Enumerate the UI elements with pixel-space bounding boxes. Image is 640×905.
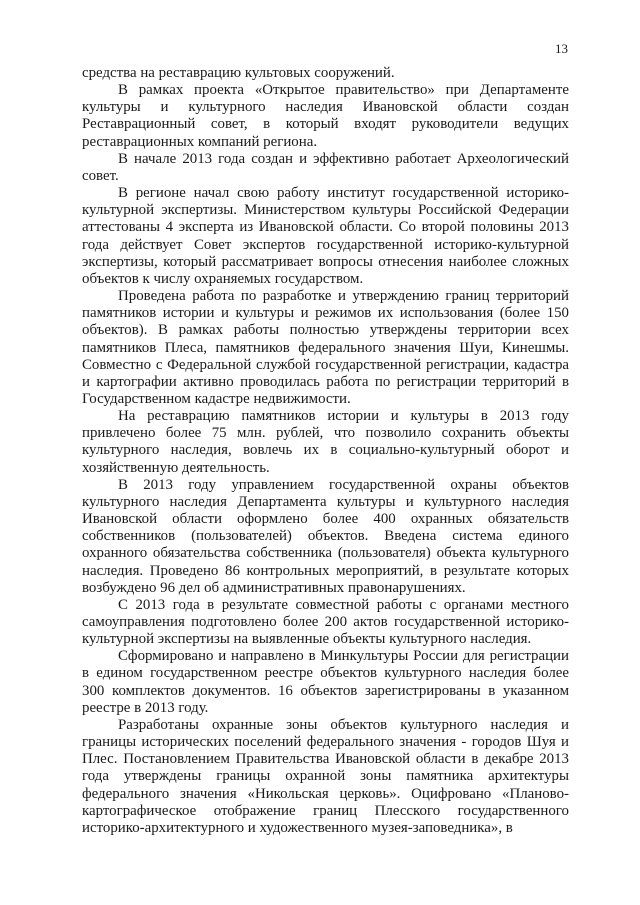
paragraph-6: На реставрацию памятников истории и культуры в 2013 году привлечено более 75 млн. рублей, что позволило сохранить объекты культурного наследия, вовлечь их в социально-культурный оборот и хозяйственную деятельность. — [82, 408, 569, 476]
paragraph-9: Сформировано и направлено в Минкультуры России для регистрации в едином государственном реестре объектов культурного наследия более 300 комплектов документов. 16 объектов зарегистрированы в указанном реестре в 2013 году. — [82, 648, 569, 716]
paragraph-8: С 2013 года в результате совместной работы с органами местного самоуправления подготовлено более 200 актов государственной историко-культурной экспертизы на выявленные объекты культурного наследия. — [82, 596, 569, 648]
paragraph-10: Разработаны охранные зоны объектов культурного наследия и границы исторических поселений федерального значения - городов Шуя и Плес. Постановлением Правительства Ивановской области в декабре 2013 года утверждены границы охранной зоны памятника архитектуры федерального значения «Никольская церковь». Оцифровано «Планово-картографическое отображение границ Плесского государственного историко-архитектурного и художественного музея-заповедника», в — [82, 716, 569, 836]
paragraph-5: Проведена работа по разработке и утверждению границ территорий памятников истории и культуры и режимов их использования (более 150 объектов). В рамках работы полностью утверждены территории всех памятников Плеса, памятников федерального значения Шуи, Кинешмы. Совместно с Федеральной службой государственной регистрации, кадастра и картографии активно проводилась работа по регистрации территорий в Государственном кадастре недвижимости. — [82, 288, 569, 407]
paragraph-2: В рамках проекта «Открытое правительство» при Департаменте культуры и культурного наследия Ивановской области создан Реставрационный совет, в который входят руководители ведущих реставрационных компаний региона. — [82, 82, 569, 150]
page-number: 13 — [555, 41, 568, 56]
paragraph-7: В 2013 году управлением государственной охраны объектов культурного наследия Департамента культуры и культурного наследия Ивановской области оформлено более 400 охранных обязательств собственников (пользователей) объектов. Введена система единого охранного обязательства собственника (пользователя) объекта культурного наследия. Проведено 86 контрольных мероприятий, в результате которых возбуждено 96 дел об административных правонарушениях. — [82, 476, 569, 596]
document-body — [82, 65, 569, 837]
paragraph-4: В регионе начал свою работу институт государственной историко-культурной экспертизы. Министерством культуры Российской Федерации аттестованы 4 эксперта из Ивановской области. Со второй половины 2013 года действует Совет экспертов государственной историко-культурной экспертизы, который рассматривает вопросы отнесения наиболее сложных объектов к числу охраняемых государством. — [82, 185, 569, 287]
paragraph-1: средства на реставрацию культовых сооружений. — [82, 65, 395, 81]
paragraph-3: В начале 2013 года создан и эффективно работает Археологический совет. — [82, 150, 569, 184]
